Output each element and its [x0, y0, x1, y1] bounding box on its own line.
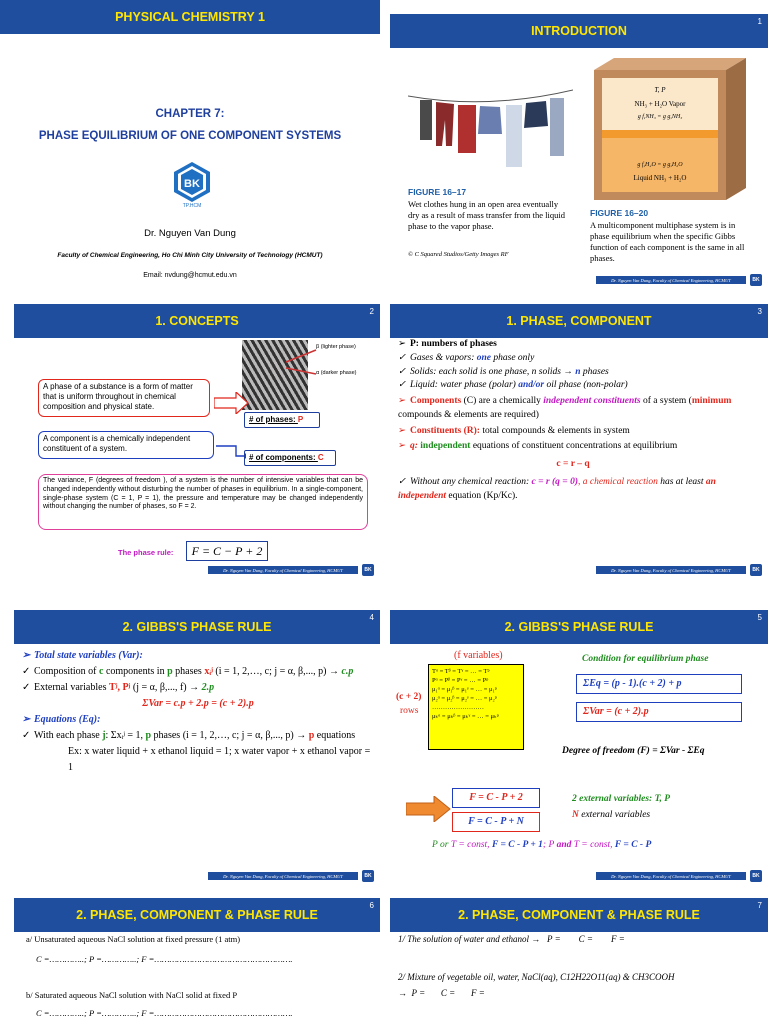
formula-f-c-p-2: F = C - P + 2	[452, 788, 540, 808]
slide-concepts	[14, 304, 380, 580]
faculty: Faculty of Chemical Engineering, Ho Chi Minh City University of Technology (HCMUT)	[57, 252, 323, 259]
rows-word: rows	[400, 706, 419, 716]
slide-footer	[208, 564, 374, 576]
logo-sub: TP.HCM	[182, 203, 202, 208]
sum-eq-box: ΣEq = (p - 1).(c + 2) + p	[576, 674, 742, 694]
gibbs-body	[22, 648, 374, 776]
components-count-box	[244, 450, 336, 466]
bullet-solids: ✓ Solids: each solid is one phase, n solids → n phases	[398, 366, 609, 377]
footer-text: Dr. Nguyen Van Dung, Faculty of Chemical Engineering, HCMUT	[596, 276, 746, 284]
matrix-row: Pᵅ = Pᵝ = Pᵞ = … = Pᵖ	[432, 677, 489, 685]
footer-logo: BK	[362, 564, 374, 576]
box-g-h2o: g f,H₂O = g g,H₂O	[637, 162, 683, 168]
footer-text: Dr. Nguyen Van Dung, Faculty of Chemical Engineering, HCMUT	[596, 566, 746, 574]
footer-logo: BK	[362, 870, 374, 882]
author-name: Dr. Nguyen Van Dung	[144, 228, 236, 239]
sum-var: ΣVar = c.p + 2.p = (c + 2).p	[142, 698, 254, 709]
exercise-b-blanks: C =…………..; P =…………..; F =……………………………………………….	[36, 1008, 293, 1018]
slide-heading: 2. GIBBS'S PHASE RULE	[122, 620, 272, 634]
bullet-components: ➢ Components (C) are a chemically independent constituents of a system (minimum compounds & elements are required)	[398, 396, 732, 420]
variance-definition: The variance, F (degrees of freedom ), of a system is the number of intensive variables that can be changed independently without disturbing the number of phases in equilibrium. In a single-component, single-phase system (C = 1, P = 1), the pressure and temperature may be changed independently without changing the number of phases, so F = 2.	[43, 477, 363, 511]
matrix-row: μₖᵅ = μₖᵝ = μₖᵞ = … = μₖᵖ	[432, 713, 499, 721]
components-label: # of components:	[249, 453, 318, 462]
external-vars-2: 2 external variables: T, P	[572, 794, 671, 804]
slide-number: 4	[369, 613, 374, 622]
footer-text: Dr. Nguyen Van Dung, Faculty of Chemical Engineering, HCMUT	[596, 872, 746, 880]
bullet-p: ➢ P: numbers of phases	[398, 339, 497, 349]
exercise-a-blanks: C =…………..; P =…………..; F =……………………………………………….	[36, 954, 293, 964]
phases-symbol: P	[297, 415, 304, 424]
question-2: 2/ Mixture of vegetable oil, water, NaCl(aq), C12H22O11(aq) & CH3COOH	[398, 972, 675, 982]
bullet-each-phase: ✓ With each phase j: Σxᵢʲ = 1, p phases (i = 1, 2,…, c; j = α, β,..., p) → p equations	[22, 730, 356, 741]
chapter-subtitle: PHASE EQUILIBRIUM OF ONE COMPONENT SYSTEMS	[38, 130, 342, 142]
slide-heading: 2. PHASE, COMPONENT & PHASE RULE	[76, 908, 318, 922]
external-vars-n: N external variables	[572, 810, 651, 820]
exercise-b: b/ Saturated aqueous NaCl solution with NaCl solid at fixed P	[26, 990, 238, 1000]
phase-rule-formula: F = C − P + 2	[186, 541, 268, 561]
question-1: 1/ The solution of water and ethanol → P = C = F =	[398, 934, 625, 944]
slide-number: 1	[757, 17, 762, 26]
box-tp: T, P	[654, 86, 666, 94]
figure-16-17-caption: Wet clothes hung in an open area eventually dry as a result of mass transfer from the liquid phase to the vapor phase.	[408, 199, 565, 232]
slide-number: 6	[369, 901, 374, 910]
footer-text: Dr. Nguyen Van Dung, Faculty of Chemical Engineering, HCMUT	[208, 872, 358, 880]
heading-eq: ➢ Equations (Eq):	[22, 714, 101, 725]
result-arrow	[406, 796, 452, 827]
slide-exercise-6	[14, 898, 380, 1024]
slide-concepts-bar	[14, 304, 380, 338]
slide-gibbs-rule-2-bar	[390, 610, 768, 644]
matrix-row: Tᵅ = Tᵝ = Tᵞ = … = Tᵖ	[432, 668, 490, 675]
phase-definition: A phase of a substance is a form of matter that is uniform throughout in chemical composition and physical state.	[43, 382, 193, 411]
logo-text: BK	[184, 178, 200, 190]
matrix-row: μ₂ᵅ = μ₂ᵝ = μ₂ᵞ = … = μ₂ᵖ	[432, 695, 497, 703]
slide-heading: 1. CONCEPTS	[155, 314, 239, 328]
phases-label: # of phases:	[249, 415, 298, 424]
component-arrow	[216, 444, 246, 465]
figure-16-17-label: FIGURE 16–17	[408, 187, 467, 197]
slide-number: 3	[757, 307, 762, 316]
slide-number: 7	[757, 901, 762, 910]
slide-title	[0, 0, 380, 290]
slide-footer	[596, 564, 762, 576]
slide-introduction-bar	[390, 14, 768, 48]
slide-introduction	[390, 14, 768, 290]
formula-c-r-q: c = r – q	[556, 459, 590, 470]
footer-logo: BK	[750, 564, 762, 576]
component-definition-box	[38, 431, 214, 459]
slide-footer	[596, 870, 762, 882]
components-symbol: C	[317, 453, 324, 462]
matrix-row: μ₁ᵅ = μ₁ᵝ = μ₁ᵞ = … = μ₁ᵖ	[432, 686, 497, 694]
slide-gibbs-rule-2	[390, 610, 768, 886]
figure-16-20-caption: A multicomponent multiphase system is in phase equilibrium when the specific Gibbs function of each component is the same in all phases.	[590, 220, 745, 264]
f-variables-label: (f variables)	[454, 650, 503, 661]
degree-of-freedom: Degree of freedom (F) = ΣVar - ΣEq	[562, 746, 705, 756]
exercise-a: a/ Unsaturated aqueous NaCl solution at fixed pressure (1 atm)	[26, 934, 241, 944]
bullet-reaction: ✓ Without any chemical reaction: c = r (q = 0), a chemical reaction has at least an independent equation (Kp/Kc).	[398, 476, 716, 501]
bullet-constituents: ➢ Constituents (R): total compounds & elements in system	[398, 425, 630, 436]
sum-var-box: ΣVar = (c + 2).p	[576, 702, 742, 722]
phase-pointer-arrows	[284, 344, 318, 380]
beta-phase-label: β (lighter phase)	[316, 344, 356, 350]
bullet-liquid: ✓ Liquid: water phase (polar) and/or oil phase (non-polar)	[398, 380, 628, 391]
component-definition: A component is a chemically independent constituent of a system.	[43, 434, 191, 453]
slide-number: 5	[757, 613, 762, 622]
slide-footer	[596, 274, 762, 286]
slide-gibbs-rule-1	[14, 610, 380, 886]
matrix-row: ……………………	[432, 704, 484, 712]
figure-16-20-label: FIGURE 16–20	[590, 208, 649, 218]
slide-phase-component	[390, 304, 768, 580]
slide-title-bar	[0, 0, 380, 34]
slide-heading: INTRODUCTION	[531, 24, 627, 38]
footer-text: Dr. Nguyen Van Dung, Faculty of Chemical Engineering, HCMUT	[208, 566, 358, 574]
alpha-phase-label: α (darker phase)	[316, 370, 357, 376]
slide-exercise-7	[390, 898, 768, 1024]
email: Email: nvdung@hcmut.edu.vn	[143, 272, 237, 279]
equilibrium-matrix	[428, 664, 524, 750]
bullet-q: ➢ q: independent equations of constituent concentrations at equilibrium	[398, 441, 678, 452]
bullet-external: ✓ External variables Tʲ, Pʲ (j = α, β,..., f) → 2.p	[22, 682, 215, 693]
slide-phase-component-bar	[390, 304, 768, 338]
example-equation: Ex: x water liquid + x ethanol liquid = 1; x water vapor + x ethanol vapor = 1	[68, 746, 371, 773]
heading-var: ➢ Total state variables (Var):	[22, 650, 143, 661]
formula-f-c-p-n: F = C - P + N	[452, 812, 540, 832]
slide-heading: 1. PHASE, COMPONENT	[506, 314, 652, 328]
box-liquid: Liquid NH₃ + H₂O	[633, 174, 687, 182]
equilibrium-condition: Condition for equilibrium phase	[582, 654, 709, 664]
phase-definition-box	[38, 379, 210, 417]
slide-heading: 2. GIBBS'S PHASE RULE	[504, 620, 654, 634]
constant-conditions: P or T = const, F = C - P + 1; P and T = const, F = C - P	[432, 840, 652, 850]
slide-heading: 2. PHASE, COMPONENT & PHASE RULE	[458, 908, 700, 922]
figure-16-17-credit: © C Squared Studios/Getty Images RF	[408, 251, 509, 258]
chapter-label: CHAPTER 7:	[155, 108, 225, 120]
bullet-gases: ✓ Gases & vapors: one phase only	[398, 352, 535, 363]
slide-gibbs-rule-1-bar	[14, 610, 380, 644]
box-g-nh3: g f,NH₃ = g g,NH₃	[637, 114, 683, 120]
slide-number: 2	[369, 307, 374, 316]
footer-logo: BK	[750, 870, 762, 882]
footer-logo: BK	[750, 274, 762, 286]
phase-rule-label: The phase rule:	[118, 548, 174, 557]
slide-footer	[208, 870, 374, 882]
multiphase-box-figure	[586, 58, 746, 203]
clothesline-figure	[408, 76, 573, 186]
bullet-composition: ✓ Composition of c components in p phases xᵢʲ (i = 1, 2,…, c; j = α, β,..., p) → c.p	[22, 666, 354, 677]
course-title: PHYSICAL CHEMISTRY 1	[115, 10, 265, 24]
slide-exercise-7-bar	[390, 898, 768, 932]
slide-exercise-6-bar	[14, 898, 380, 932]
variance-definition-box	[38, 474, 368, 530]
question-2-answer: → P = C = F =	[398, 988, 485, 998]
rows-count: (c + 2)	[396, 692, 422, 702]
bk-logo	[172, 160, 212, 208]
box-vapor: NH₃ + H₂O Vapor	[634, 100, 686, 108]
phase-component-body	[398, 338, 748, 503]
phases-count-box	[244, 412, 320, 428]
